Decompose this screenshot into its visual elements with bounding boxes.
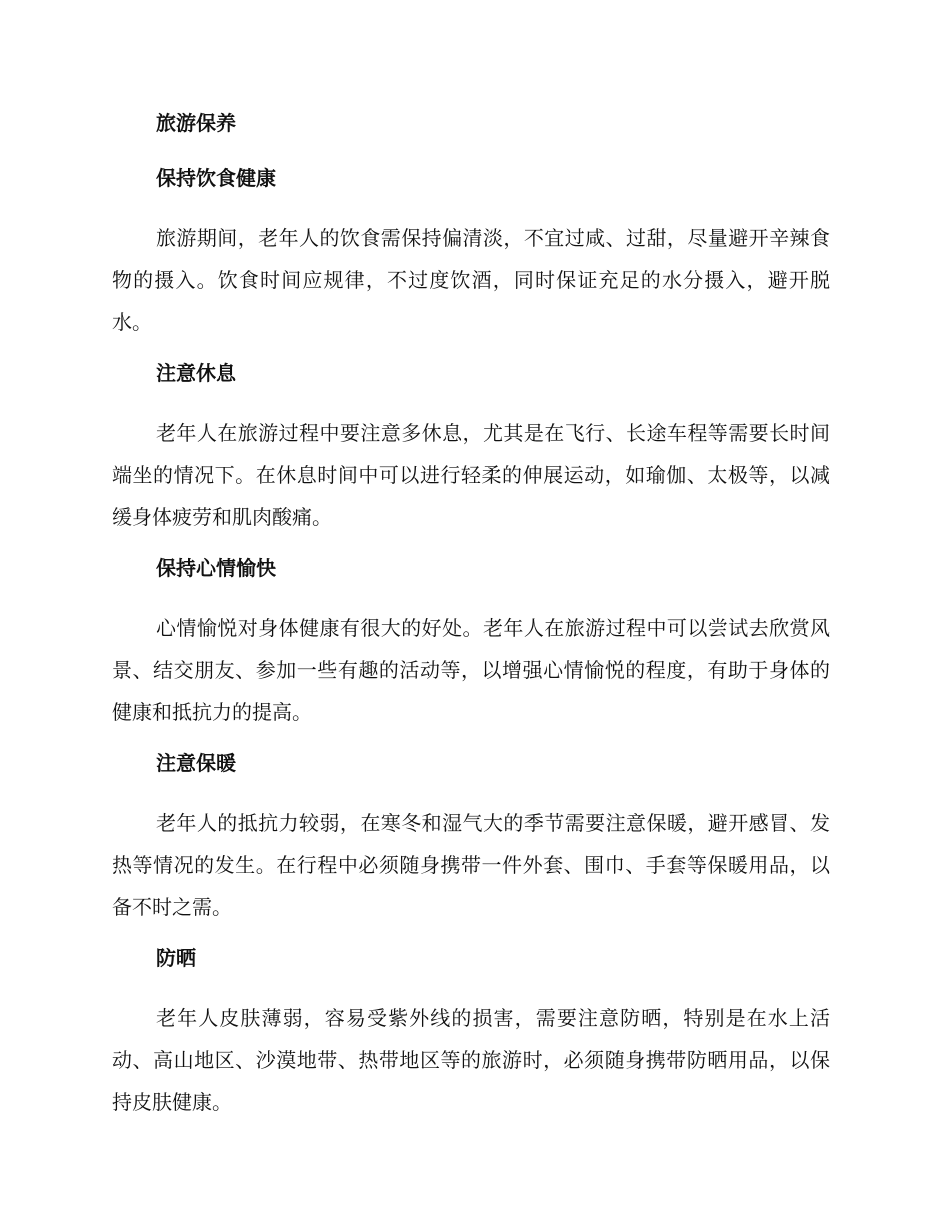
section-paragraph: 老年人的抵抗力较弱，在寒冬和湿气大的季节需要注意保暖，避开感冒、发热等情况的发生。在行程中必须随身携带一件外套、围巾、手套等保暖用品，以备不时之需。 bbox=[112, 811, 830, 919]
section-heading: 防晒 bbox=[156, 946, 196, 970]
section-paragraph: 旅游期间，老年人的饮食需保持偏清淡，不宜过咸、过甜，尽量避开辛辣食物的摄入。饮食时间应规律，不过度饮酒，同时保证充足的水分摄入，避开脱水。 bbox=[112, 226, 830, 334]
section-heading: 保持心情愉快 bbox=[156, 556, 276, 580]
section-paragraph: 老年人在旅游过程中要注意多休息，尤其是在飞行、长途车程等需要长时间端坐的情况下。在休息时间中可以进行轻柔的伸展运动，如瑜伽、太极等，以减缓身体疲劳和肌肉酸痛。 bbox=[112, 421, 830, 529]
section-paragraph: 老年人皮肤薄弱，容易受紫外线的损害，需要注意防晒，特别是在水上活动、高山地区、沙漠地带、热带地区等的旅游时，必须随身携带防晒用品，以保持皮肤健康。 bbox=[112, 1006, 830, 1114]
section-diet bbox=[112, 163, 830, 343]
section-heading: 注意休息 bbox=[156, 361, 236, 385]
section-mood bbox=[112, 553, 830, 733]
section-heading: 保持饮食健康 bbox=[156, 166, 276, 190]
document-title: 旅游保养 bbox=[156, 111, 236, 135]
section-warmth bbox=[112, 748, 830, 928]
section-heading: 注意保暖 bbox=[156, 751, 236, 775]
section-sun-protection bbox=[112, 943, 830, 1123]
section-rest bbox=[112, 358, 830, 538]
section-paragraph: 心情愉悦对身体健康有很大的好处。老年人在旅游过程中可以尝试去欣赏风景、结交朋友、参加一些有趣的活动等，以增强心情愉悦的程度，有助于身体的健康和抵抗力的提高。 bbox=[112, 616, 830, 724]
